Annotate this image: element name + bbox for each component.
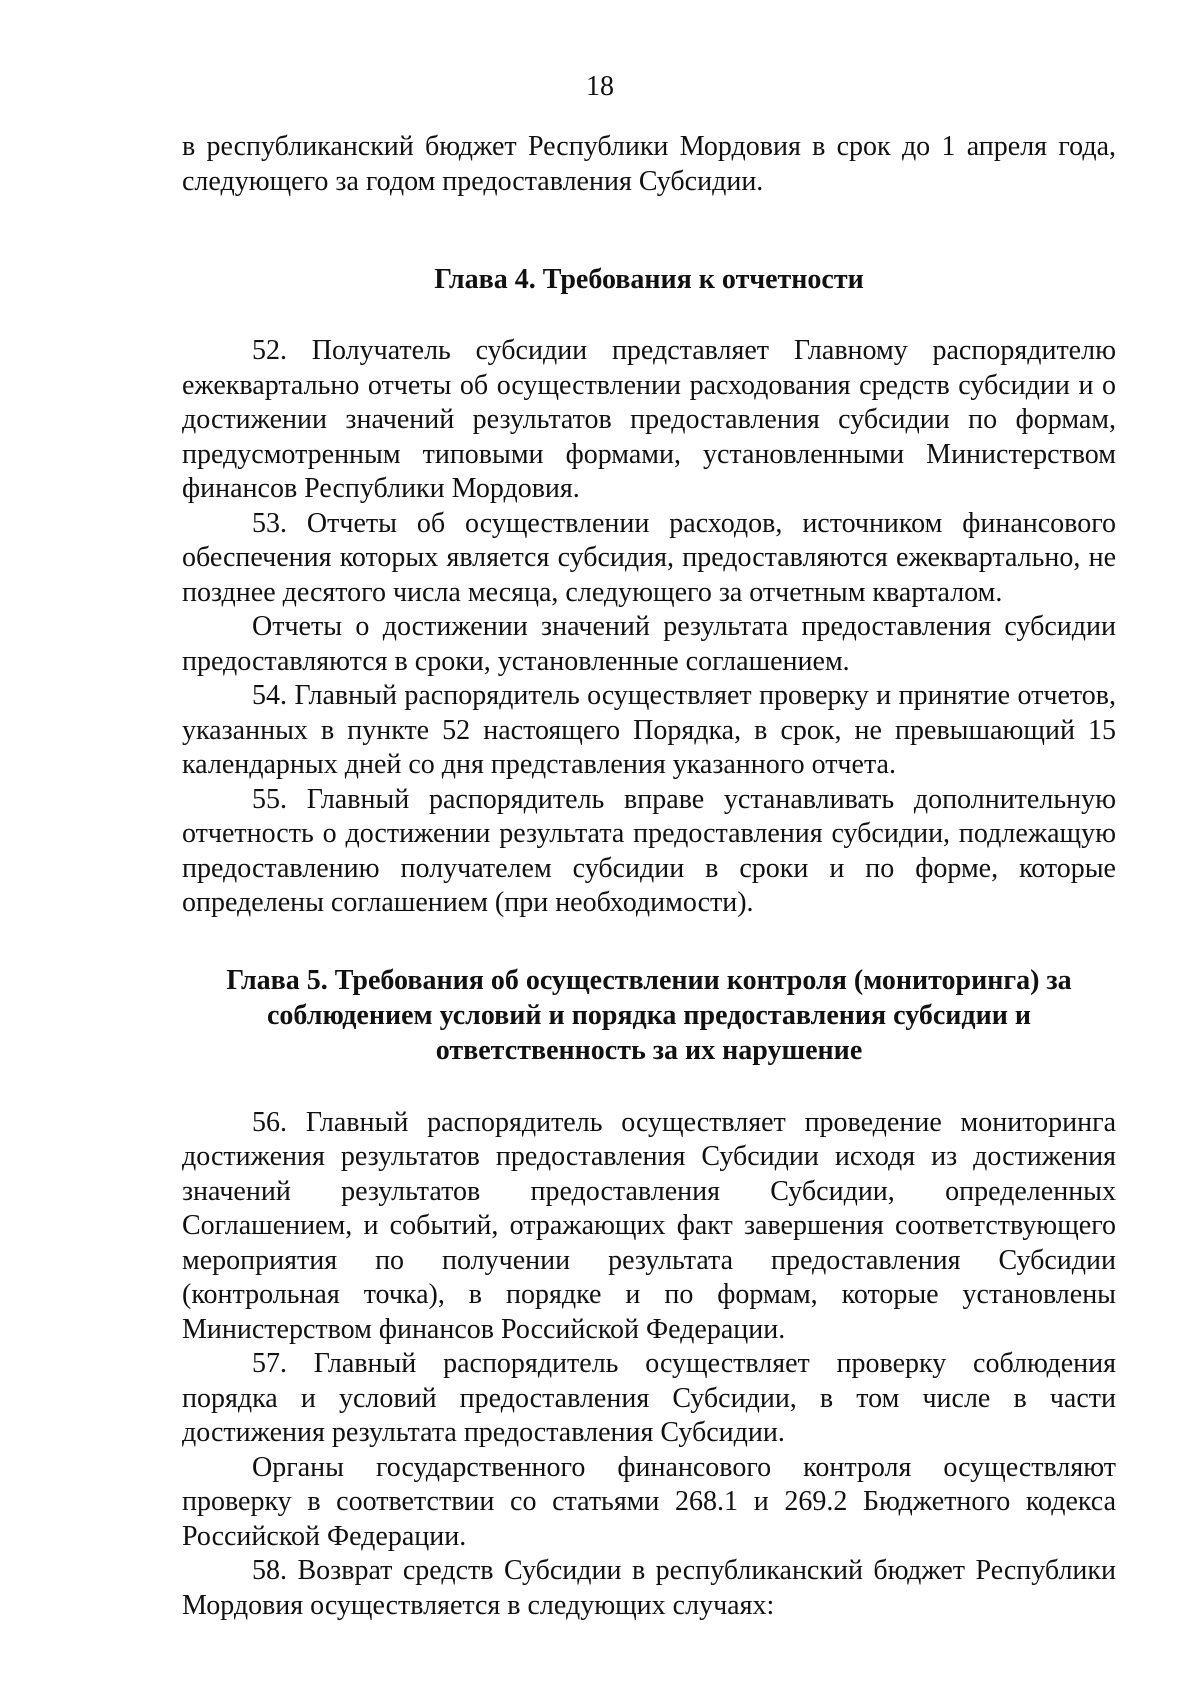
chapter-5-heading-line-3: ответственность за их нарушение [435,1034,863,1066]
intro-paragraph: в республиканский бюджет Республики Мордовия в срок до 1 апреля года, следующего за годом предоставления Субсидии. [182,131,1116,197]
chapter-5-heading-line-1: Глава 5. Требования об осуществлении контроля (мониторинга) за [226,964,1072,996]
paragraph-57-continued: Органы государственного финансового контроля осуществляют проверку в соответствии со статьями 268.1 и 269.2 Бюджетного кодекса Российской Федерации. [182,1451,1116,1552]
paragraph-58: 58. Возврат средств Субсидии в республиканский бюджет Республики Мордовия осуществляется в следующих случаях: [182,1555,1116,1621]
paragraph-54: 54. Главный распорядитель осуществляет проверку и принятие отчетов, указанных в пункте 52 настоящего Порядка, в срок, не превышающий 15 календарных дней со дня представления указанного отчета. [182,680,1116,780]
paragraph-53-continued: Отчеты о достижении значений результата предоставления субсидии предоставляются в сроки, установленные соглашением. [182,611,1116,677]
paragraph-52: 52. Получатель субсидии представляет Главному распорядителю ежеквартально отчеты об осуществлении расходования средств субсидии и о достижении значений результатов предоставления субсидии по формам, предусмотренным типовыми формами, установленными Министерством финансов Республики Мордовия. [182,335,1116,504]
paragraph-57: 57. Главный распорядитель осуществляет проверку соблюдения порядка и условий предоставления Субсидии, в том числе в части достижения результата предоставления Субсидии. [182,1348,1116,1448]
paragraph-56: 56. Главный распорядитель осуществляет проведение мониторинга достижения результатов предоставления Субсидии исходя из достижения значений результатов предоставления Субсидии, определенных Соглашением, и событий, отражающих факт завершения соответствующего мероприятия по получении результата предоставления Субсидии (контрольная точка), в порядке и по формам, которые установлены Министерством финансов Российской Федерации. [182,1106,1116,1345]
document-body [182,130,1116,1623]
chapter-4-heading: Глава 4. Требования к отчетности [434,264,864,295]
chapter-5-heading-line-2: соблюдением условий и порядка предоставления субсидии и [267,999,1031,1031]
chapter-5-heading [140,963,1158,1068]
paragraph-53: 53. Отчеты об осуществлении расходов, источником финансового обеспечения которых является субсидия, предоставляются ежеквартально, не позднее десятого числа месяца, следующего за отчетным кварталом. [182,507,1116,608]
paragraph-55: 55. Главный распорядитель вправе устанавливать дополнительную отчетность о достижении результата предоставления субсидии, подлежащую предоставлению получателем субсидии в сроки и по форме, которые определены соглашением (при необходимости). [182,783,1116,918]
page-number: 18 [586,71,614,102]
